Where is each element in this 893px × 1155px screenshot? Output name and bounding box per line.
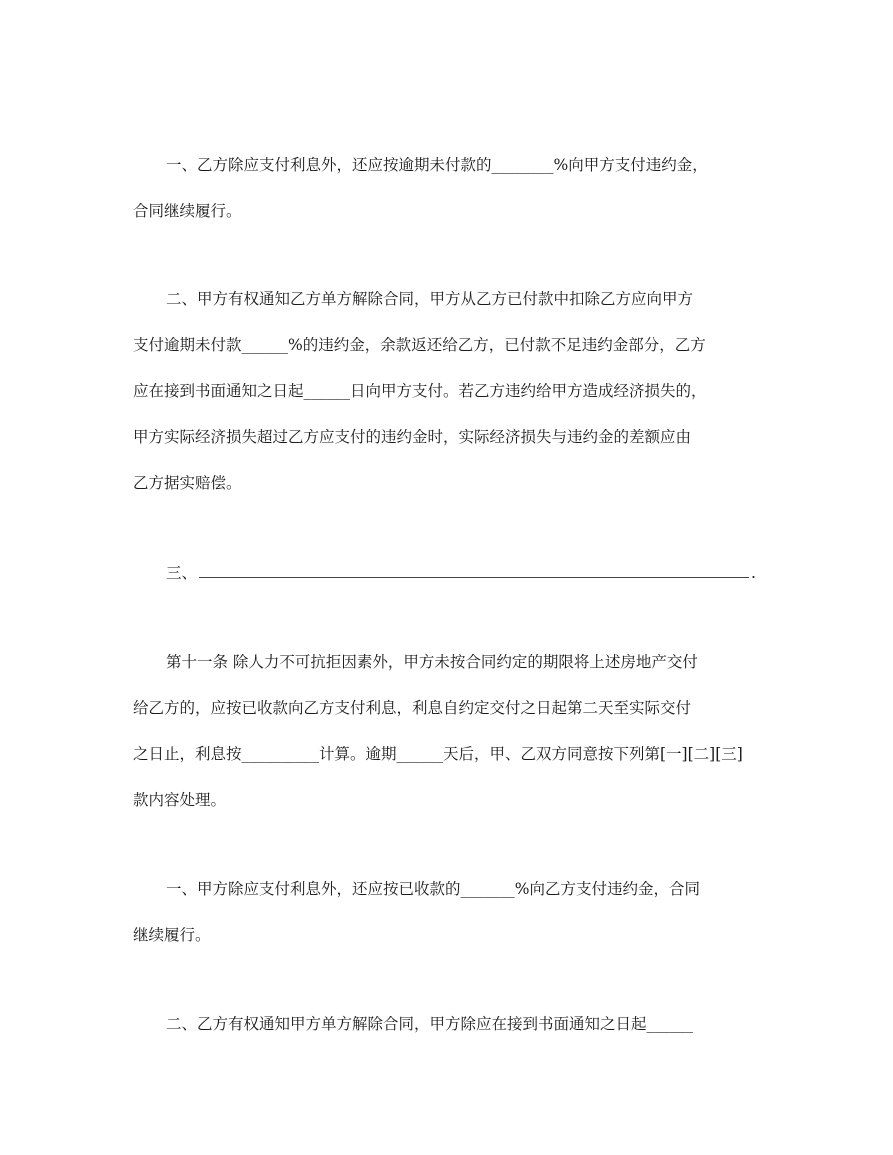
paragraph-line: 款内容处理。 xyxy=(133,791,227,809)
clause-three-line xyxy=(166,563,756,583)
paragraph-line: 一、乙方除应支付利息外，还应按逾期未付款的________%向甲方支付违约金， xyxy=(166,156,708,174)
paragraph-line: 甲方实际经济损失超过乙方应支付的违约金时，实际经济损失与违约金的差额应由 xyxy=(133,428,692,446)
paragraph-line: 第十一条 除人力不可抗拒因素外，甲方未按合同约定的期限将上述房地产交付 xyxy=(166,653,698,671)
fill-in-blank-rule xyxy=(199,563,749,578)
clause-three-label: 三、 xyxy=(166,564,198,582)
paragraph-line: 乙方据实赔偿。 xyxy=(133,474,242,492)
paragraph-line: 支付逾期未付款______%的违约金，余款返还给乙方，已付款不足违约金部分，乙方 xyxy=(133,336,706,354)
paragraph-line: 应在接到书面通知之日起______日向甲方支付。若乙方违约给甲方造成经济损失的， xyxy=(133,382,707,400)
paragraph-line: 二、甲方有权通知乙方单方解除合同，甲方从乙方已付款中扣除乙方应向甲方 xyxy=(166,290,694,308)
clause-three-period: . xyxy=(751,564,756,582)
paragraph-line: 给乙方的，应按已收款向乙方支付利息，利息自约定交付之日起第二天至实际交付 xyxy=(133,699,692,717)
paragraph-line: 之日止，利息按__________计算。逾期______天后，甲、乙双方同意按下列第[一][二][三] xyxy=(133,745,743,763)
paragraph-line: 合同继续履行。 xyxy=(133,202,242,220)
paragraph-line: 一、甲方除应支付利息外，还应按已收款的_______%向乙方支付违约金，合同 xyxy=(166,880,700,898)
paragraph-line: 二、乙方有权通知甲方单方解除合同，甲方除应在接到书面通知之日起______ xyxy=(166,1015,694,1033)
paragraph-line: 继续履行。 xyxy=(133,926,211,944)
